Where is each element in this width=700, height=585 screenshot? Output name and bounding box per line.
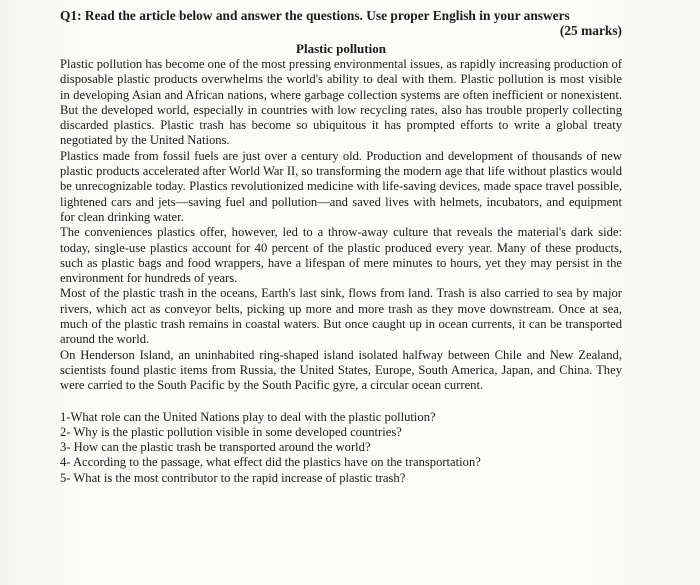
marks-label: (25 marks): [559, 23, 622, 38]
article-title: Plastic pollution: [296, 41, 386, 56]
article-paragraph: The conveniences plastics offer, however, led to a throw-away culture that reveals the material's dark side: today, single-use plastics account for 40 percent of the plastic produced every year. Many of these products, such as plastic bags and food wrappers, have a lifespan of mere minutes to hours, yet they may persist in the environment for hundreds of years.: [60, 225, 622, 286]
article-paragraph: Plastics made from fossil fuels are just over a century old. Production and development of thousands of new plastic products accelerated after World War II, so transforming the modern age that life without plastics would be unrecognizable today. Plastics revolutionized medicine with life-saving devices, made space travel possible, lightened cars and jets—saving fuel and pollution—and saved lives with helmets, incubators, and equipment for clean drinking water.: [60, 148, 622, 224]
question-item: 3- How can the plastic trash be transported around the world?: [60, 440, 371, 455]
question-item: 1-What role can the United Nations play to deal with the plastic pollution?: [60, 409, 436, 424]
question-item: 2- Why is the plastic pollution visible in some developed countries?: [60, 424, 402, 439]
question-item: 5- What is the most contributor to the rapid increase of plastic trash?: [60, 470, 406, 485]
article-paragraph: On Henderson Island, an uninhabited ring-shaped island isolated halfway between Chile and New Zealand, scientists found plastic items from Russia, the United States, Europe, South America, Japan, and China. They were carried to the South Pacific by the South Pacific gyre, a circular ocean current.: [60, 347, 622, 393]
question-heading: Q1: Read the article below and answer the questions. Use proper English in your answers: [60, 8, 570, 23]
article-paragraph: Most of the plastic trash in the oceans, Earth's last sink, flows from land. Trash is also carried to sea by major rivers, which act as conveyor belts, picking up more and more trash as they move downstream. Once at sea, much of the plastic trash remains in coastal waters. But once caught up in ocean currents, it can be transported around the world.: [60, 286, 622, 347]
article-body: [60, 57, 622, 394]
question-item: 4- According to the passage, what effect did the plastics have on the transportation?: [60, 455, 481, 470]
question-list: [60, 410, 622, 486]
article-paragraph: Plastic pollution has become one of the most pressing environmental issues, as rapidly increasing production of disposable plastic products overwhelms the world's ability to deal with them. Plastic pollution is most visible in developing Asian and African nations, where garbage collection systems are often inefficient or nonexistent. But the developed world, especially in countries with low recycling rates, also has trouble properly collecting discarded plastics. Plastic trash has become so ubiquitous it has prompted efforts to write a global treaty negotiated by the United Nations.: [60, 57, 622, 148]
